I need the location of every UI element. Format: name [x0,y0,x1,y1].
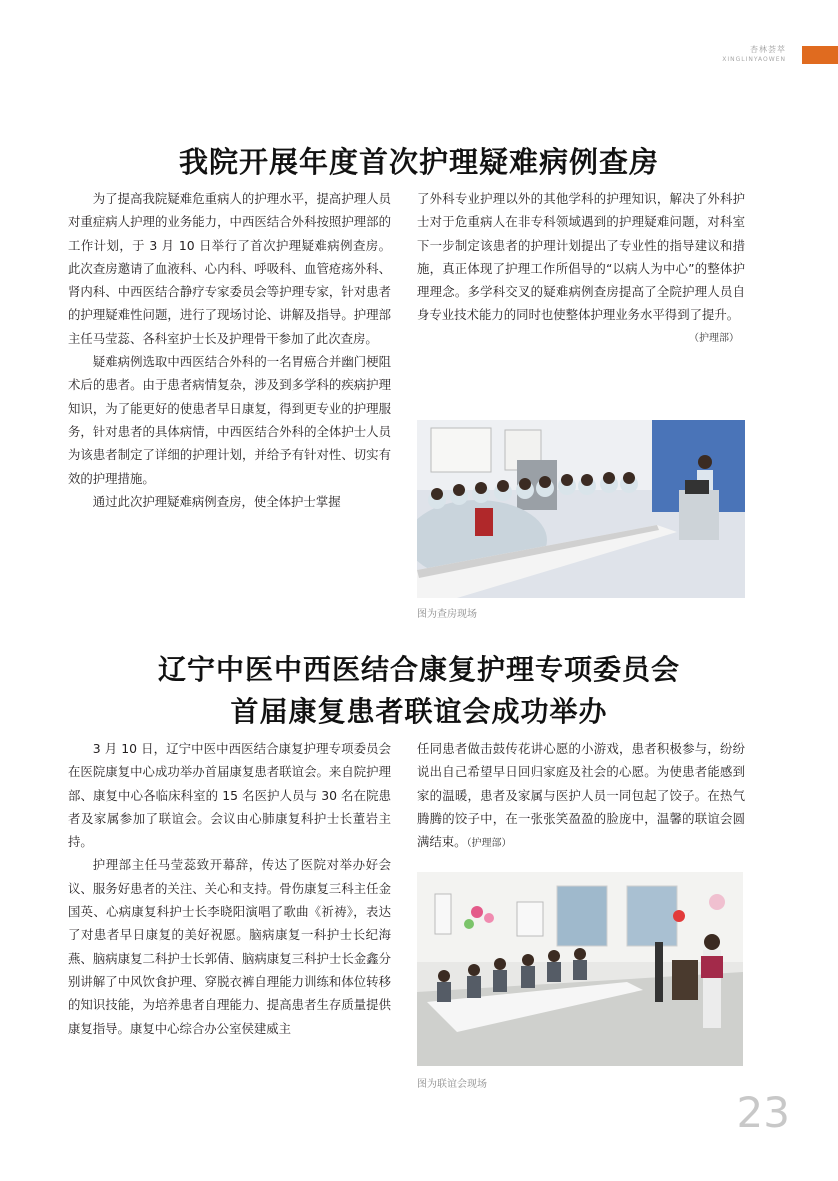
article2-paragraph: 3 月 10 日，辽宁中医中西医结合康复护理专项委员会在医院康复中心成功举办首届康复患者联谊会。来自院护理部、康复中心各临床科室的 15 名医护人员与 30 名在院患者及家属参加了联谊会。会议由心肺康复科护士长董岩主持。 [68,741,391,850]
article2-left-column [68,737,391,1040]
article2-title-line2: 首届康复患者联谊会成功举办 [230,695,608,728]
article2-signature: （护理部） [466,838,512,850]
section-tag [722,44,786,63]
article2-paragraph: 护理部主任马莹蕊致开幕辞，传达了医院对举办好会议、服务好患者的关注、关心和支持。骨伤康复三科主任金国英、心病康复科护士长李晓阳演唱了歌曲《祈祷》，表达了对患者早日康复的美好祝愿。脑病康复一科护士长纪海燕、脑病康复二科护士长郭倩、脑病康复三科护士长金鑫分别讲解了中风饮食护理、穿脱衣裤自理能力训练和体位转移的知识技能，为培养患者自理能力、提高患者生存质量提供康复指导。康复中心综合办公室侯建威主 [68,857,391,1036]
article2-right-column [417,737,745,855]
ward-round-photo-caption: 图为查房现场 [417,609,477,620]
section-name-cn: 杏林荟萃 [750,45,786,54]
gathering-photo [417,872,743,1066]
article1-right-column [417,187,745,350]
article1-paragraph: 疑难病例选取中西医结合外科的一名胃癌合并幽门梗阻术后的患者。由于患者病情复杂，涉及到多学科的疾病护理知识，为了能更好的使患者早日康复，得到更专业的护理服务，针对患者的具体病情，中西医结合外科的全体护士人员为该患者制定了详细的护理计划，并给予有针对性、切实有效的护理措施。 [68,354,391,486]
article1-title: 我院开展年度首次护理疑难病例查房 [178,145,659,179]
section-name-en: XINGLINYAOWEN [722,56,786,63]
article1-paragraph-continued: 了外科专业护理以外的其他学科的护理知识，解决了外科护士对于危重病人在非专科领域遇到的护理疑难问题，对科室下一步制定该患者的护理计划提出了专业性的指导建议和措施，真正体现了护理工作所倡导的“以病人为中心”的整体护理理念。多学科交叉的疑难病例查房提高了全院护理人员自身专业技术能力的同时也使整体护理业务水平得到了提升。 （护理部） [417,187,745,327]
ward-round-photo [417,420,745,598]
article1-paragraph: 通过此次护理疑难病例查房，使全体护士掌握 [92,493,341,509]
page-number: 23 [736,1088,790,1137]
article1-left-column [68,187,391,513]
gathering-photo-caption: 图为联谊会现场 [417,1079,487,1090]
article2-paragraph-continued: 任同患者做击鼓传花讲心愿的小游戏，患者积极参与，纷纷说出自己希望早日回归家庭及社会的心愿。为使患者能感到家的温暖，患者及家属与医护人员一同包起了饺子。在热气腾腾的饺子中，在一张张笑盈盈的脸庞中，温馨的联谊会圆满结束。（护理部） [417,741,745,850]
section-accent-bar [802,46,838,64]
article1-signature: （护理部） [689,332,739,344]
article1-paragraph: 为了提高我院疑难危重病人的护理水平，提高护理人员对重症病人护理的业务能力，中西医结合外科按照护理部的工作计划，于 3 月 10 日举行了首次护理疑难病例查房。此次查房邀请了血液科、心内科、呼吸科、血管疮疡外科、肾内科、中西医结合静疗专家委员会等护理专家，针对患者的护理疑难性问题，进行了现场讨论、讲解及指导。护理部主任马莹蕊、各科室护士长及护理骨干参加了此次查房。 [68,191,391,346]
article2-title-line1: 辽宁中医中西医结合康复护理专项委员会 [157,653,680,686]
